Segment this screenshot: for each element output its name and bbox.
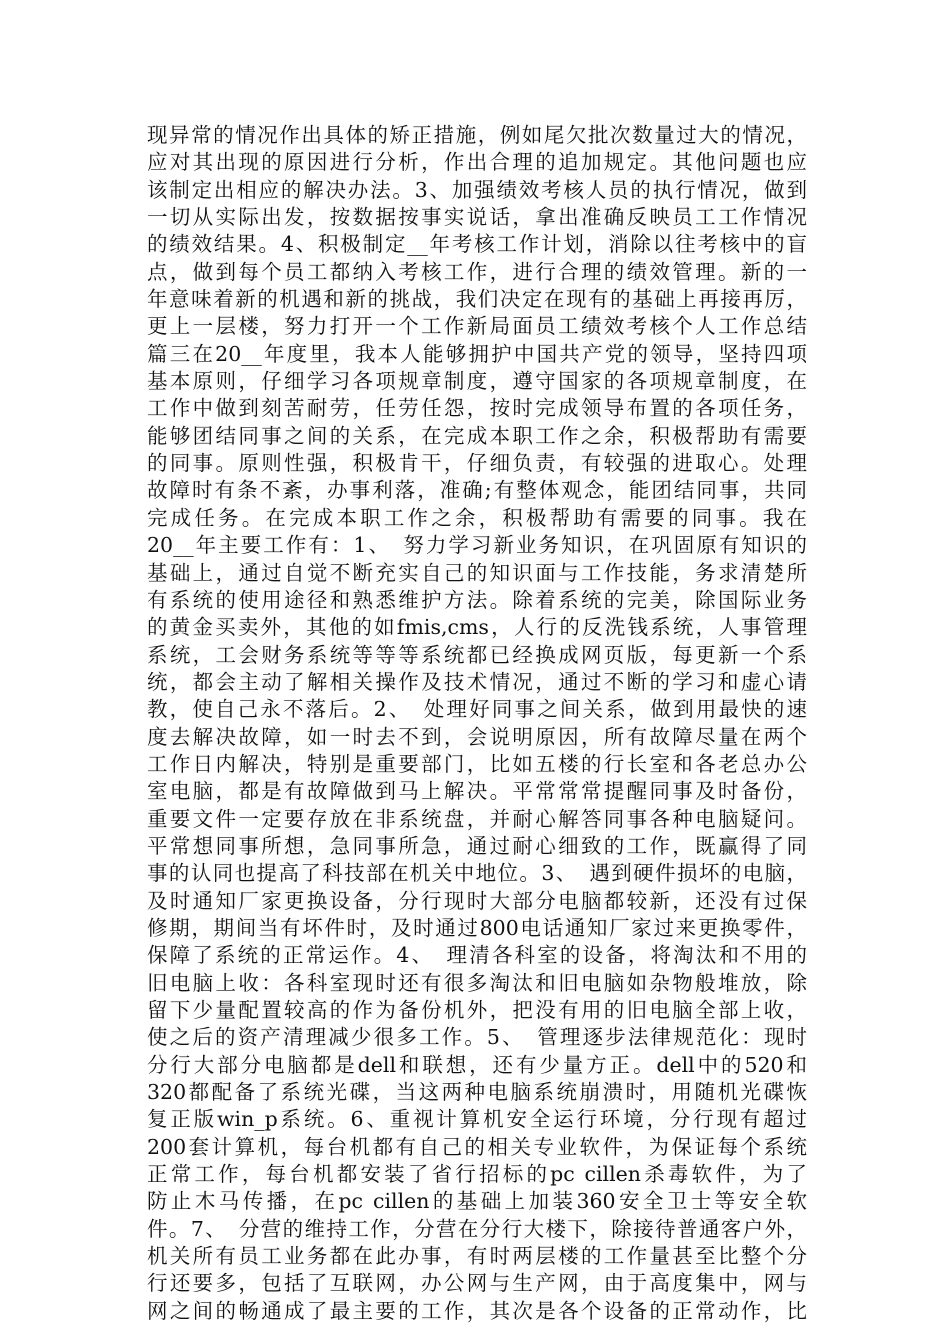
text-line: 机关所有员工业务都在此办事，有时两层楼的工作量甚至比整个分	[147, 1244, 807, 1269]
text-line: 篇三在20__年度里，我本人能够拥护中国共产党的领导，坚持四项	[147, 341, 807, 366]
text-line: 室电脑，都是有故障做到马上解决。平常常常提醒同事及时备份，	[147, 779, 807, 804]
text-line: 统，都会主动了解相关操作及技术情况，通过不断的学习和虚心请	[147, 669, 807, 694]
text-line: 能够团结同事之间的关系，在完成本职工作之余，积极帮助有需要	[147, 423, 807, 448]
text-line: 行还要多，包括了互联网，办公网与生产网，由于高度集中，网与	[147, 1271, 807, 1296]
text-line: 该制定出相应的解决办法。3、加强绩效考核人员的执行情况，做到	[147, 177, 807, 202]
text-line: 故障时有条不紊，办事利落，准确;有整体观念，能团结同事，共同	[147, 478, 807, 503]
text-line: 工作日内解决，特别是重要部门，比如五楼的行长室和各老总办公	[147, 751, 807, 776]
text-line: 教，使自己永不落后。2、 处理好同事之间关系，做到用最快的速	[147, 697, 807, 722]
text-line: 分行大部分电脑都是dell和联想，还有少量方正。dell中的520和	[147, 1052, 807, 1077]
text-line: 复正版win_p系统。6、重视计算机安全运行环境，分行现有超过	[147, 1107, 807, 1132]
text-line: 基础上，通过自觉不断充实自己的知识面与工作技能，务求清楚所	[147, 560, 807, 585]
text-line: 基本原则，仔细学习各项规章制度，遵守国家的各项规章制度，在	[147, 369, 807, 394]
text-line: 的同事。原则性强，积极肯干，仔细负责，有较强的进取心。处理	[147, 451, 807, 476]
text-line: 重要文件一定要存放在非系统盘，并耐心解答同事各种电脑疑问。	[147, 806, 807, 831]
text-line: 点，做到每个员工都纳入考核工作，进行合理的绩效管理。新的一	[147, 259, 807, 284]
text-line: 旧电脑上收：各科室现时还有很多淘汰和旧电脑如杂物般堆放，除	[147, 970, 807, 995]
text-line: 一切从实际出发，按数据按事实说话，拿出准确反映员工工作情况	[147, 205, 807, 230]
body-text	[147, 122, 807, 1325]
text-line: 年意味着新的机遇和新的挑战，我们决定在现有的基础上再接再厉，	[147, 287, 807, 312]
text-line: 及时通知厂家更换设备，分行现时大部分电脑都较新，还没有过保	[147, 888, 807, 913]
text-line: 修期，期间当有坏件时，及时通过800电话通知厂家过来更换零件，	[147, 915, 807, 940]
text-line: 网之间的畅通成了最主要的工作，其次是各个设备的正常动作，比	[147, 1298, 807, 1323]
text-line: 有系统的使用途径和熟悉维护方法。除着系统的完美，除国际业务	[147, 587, 807, 612]
text-line: 事的认同也提高了科技部在机关中地位。3、 遇到硬件损坏的电脑，	[147, 861, 807, 886]
text-line: 件。7、 分营的维持工作，分营在分行大楼下，除接待普通客户外，	[147, 1216, 807, 1241]
text-line: 工作中做到刻苦耐劳，任劳任怨，按时完成领导布置的各项任务，	[147, 396, 807, 421]
text-line: 的黄金买卖外，其他的如fmis,cms，人行的反洗钱系统，人事管理	[147, 615, 807, 640]
text-line: 使之后的资产清理减少很多工作。5、 管理逐步法律规范化：现时	[147, 1025, 807, 1050]
text-line: 的绩效结果。4、积极制定__年考核工作计划，消除以往考核中的盲	[147, 232, 807, 257]
text-line: 平常想同事所想，急同事所急，通过耐心细致的工作，既赢得了同	[147, 833, 807, 858]
text-line: 度去解决故障，如一时去不到，会说明原因，所有故障尽量在两个	[147, 724, 807, 749]
text-line: 保障了系统的正常运作。4、 理清各科室的设备，将淘汰和不用的	[147, 943, 807, 968]
text-line: 现异常的情况作出具体的矫正措施，例如尾欠批次数量过大的情况，	[147, 123, 807, 147]
text-line: 留下少量配置较高的作为备份机外，把没有用的旧电脑全部上收，	[147, 998, 807, 1022]
text-line: 更上一层楼，努力打开一个工作新局面员工绩效考核个人工作总结	[147, 314, 807, 339]
text-line: 320都配备了系统光碟，当这两种电脑系统崩溃时，用随机光碟恢	[147, 1080, 807, 1105]
text-line: 正常工作，每台机都安装了省行招标的pc cillen杀毒软件，为了	[147, 1162, 807, 1187]
text-line: 应对其出现的原因进行分析，作出合理的追加规定。其他问题也应	[147, 150, 807, 175]
text-line: 防止木马传播，在pc cillen的基础上加装360安全卫士等安全软	[147, 1189, 807, 1214]
text-line: 系统，工会财务系统等等等系统都已经换成网页版，每更新一个系	[147, 642, 807, 667]
text-line: 完成任务。在完成本职工作之余，积极帮助有需要的同事。我在	[147, 505, 807, 530]
text-line: 20__年主要工作有：1、 努力学习新业务知识，在巩固原有知识的	[147, 533, 807, 558]
text-line: 200套计算机，每台机都有自己的相关专业软件，为保证每个系统	[147, 1134, 807, 1159]
